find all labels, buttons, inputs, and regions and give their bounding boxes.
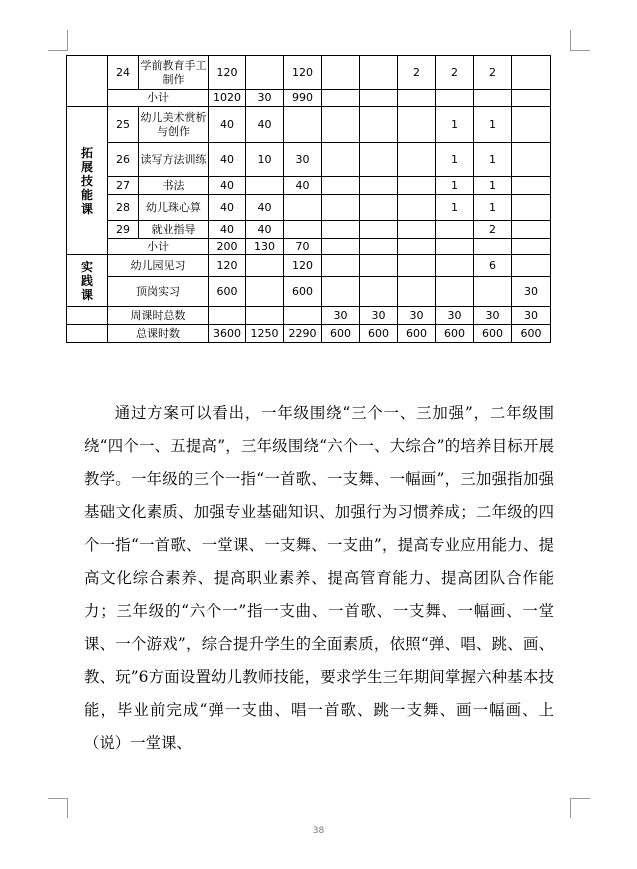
table-row bbox=[67, 221, 551, 239]
practice-hours: 120 bbox=[284, 255, 322, 277]
crop-mark-top-right-v bbox=[570, 30, 571, 51]
term-hours bbox=[436, 255, 474, 277]
table-row bbox=[67, 325, 551, 343]
practice-hours: 120 bbox=[284, 56, 322, 90]
course-name: 幼儿园见习 bbox=[108, 255, 209, 277]
term-hours: 30 bbox=[512, 307, 551, 325]
term-hours bbox=[398, 107, 436, 143]
term-hours bbox=[360, 177, 398, 195]
practice-hours bbox=[284, 195, 322, 221]
theory-hours bbox=[246, 255, 284, 277]
term-hours bbox=[512, 177, 551, 195]
practice-hours: 600 bbox=[284, 277, 322, 307]
practice-hours: 70 bbox=[284, 239, 322, 255]
theory-hours bbox=[246, 277, 284, 307]
table-row bbox=[67, 307, 551, 325]
term-hours: 600 bbox=[398, 325, 436, 343]
weekly-hours-label: 周课时总数 bbox=[108, 307, 209, 325]
term-hours bbox=[436, 221, 474, 239]
term-hours: 600 bbox=[360, 325, 398, 343]
term-hours bbox=[322, 195, 360, 221]
crop-mark-bottom-left-v bbox=[67, 798, 68, 818]
term-hours bbox=[360, 143, 398, 177]
course-name: 读写方法训练 bbox=[139, 143, 209, 177]
table-row bbox=[67, 107, 551, 143]
term-hours: 2 bbox=[436, 56, 474, 90]
term-hours bbox=[322, 221, 360, 239]
subtotal-label: 小计 bbox=[108, 239, 209, 255]
course-name: 就业指导 bbox=[139, 221, 209, 239]
table-row bbox=[67, 239, 551, 255]
term-hours bbox=[398, 177, 436, 195]
term-hours bbox=[322, 107, 360, 143]
course-number: 28 bbox=[108, 195, 139, 221]
table-row bbox=[67, 277, 551, 307]
term-hours bbox=[474, 277, 512, 307]
term-hours bbox=[360, 221, 398, 239]
term-hours: 30 bbox=[322, 307, 360, 325]
term-hours: 30 bbox=[360, 307, 398, 325]
term-hours bbox=[322, 277, 360, 307]
practice-hours bbox=[284, 221, 322, 239]
crop-mark-top-left-h bbox=[48, 50, 68, 51]
course-name: 顶岗实习 bbox=[108, 277, 209, 307]
term-hours bbox=[360, 195, 398, 221]
term-hours: 1 bbox=[474, 107, 512, 143]
theory-hours: 40 bbox=[246, 107, 284, 143]
theory-hours bbox=[246, 177, 284, 195]
total-hours-label: 总课时数 bbox=[108, 325, 209, 343]
total-hours: 120 bbox=[209, 255, 246, 277]
body-paragraph bbox=[84, 397, 554, 760]
term-hours bbox=[398, 277, 436, 307]
term-hours bbox=[398, 221, 436, 239]
table-row bbox=[67, 56, 551, 90]
term-hours bbox=[322, 255, 360, 277]
theory-hours: 40 bbox=[246, 195, 284, 221]
course-name: 幼儿珠心算 bbox=[139, 195, 209, 221]
table-row bbox=[67, 90, 551, 107]
term-hours: 600 bbox=[512, 325, 551, 343]
practice-hours: 2290 bbox=[284, 325, 322, 343]
term-hours: 1 bbox=[474, 143, 512, 177]
theory-hours bbox=[246, 56, 284, 90]
theory-hours: 40 bbox=[246, 221, 284, 239]
term-hours bbox=[398, 255, 436, 277]
category-expand-skills: 拓 展 技 能 课 bbox=[67, 107, 108, 255]
table-row bbox=[67, 255, 551, 277]
term-hours bbox=[512, 56, 551, 90]
theory-hours: 1250 bbox=[246, 325, 284, 343]
term-hours: 2 bbox=[474, 56, 512, 90]
term-hours bbox=[322, 143, 360, 177]
term-hours: 600 bbox=[474, 325, 512, 343]
term-hours bbox=[398, 143, 436, 177]
term-hours bbox=[398, 195, 436, 221]
term-hours: 600 bbox=[436, 325, 474, 343]
course-number: 27 bbox=[108, 177, 139, 195]
term-hours bbox=[322, 177, 360, 195]
term-hours: 1 bbox=[474, 195, 512, 221]
term-hours: 6 bbox=[474, 255, 512, 277]
category-cell bbox=[67, 56, 108, 107]
total-hours: 40 bbox=[209, 195, 246, 221]
practice-hours: 30 bbox=[284, 143, 322, 177]
term-hours: 1 bbox=[474, 177, 512, 195]
course-number: 26 bbox=[108, 143, 139, 177]
table-row bbox=[67, 143, 551, 177]
term-hours bbox=[360, 277, 398, 307]
term-hours: 1 bbox=[436, 143, 474, 177]
total-hours: 40 bbox=[209, 143, 246, 177]
table-row bbox=[67, 177, 551, 195]
term-hours: 30 bbox=[436, 307, 474, 325]
crop-mark-bottom-right-v bbox=[570, 798, 571, 818]
course-number: 29 bbox=[108, 221, 139, 239]
term-hours bbox=[512, 221, 551, 239]
term-hours: 1 bbox=[436, 195, 474, 221]
term-hours: 600 bbox=[322, 325, 360, 343]
theory-hours: 10 bbox=[246, 143, 284, 177]
term-hours bbox=[360, 107, 398, 143]
total-hours: 40 bbox=[209, 221, 246, 239]
term-hours bbox=[322, 56, 360, 90]
term-hours bbox=[512, 255, 551, 277]
table-row bbox=[67, 195, 551, 221]
total-hours: 120 bbox=[209, 56, 246, 90]
crop-mark-top-left-v bbox=[67, 30, 68, 51]
course-name: 学前教育手工制作 bbox=[139, 56, 209, 90]
term-hours: 2 bbox=[474, 221, 512, 239]
term-hours bbox=[512, 195, 551, 221]
term-hours bbox=[512, 143, 551, 177]
total-hours: 3600 bbox=[209, 325, 246, 343]
curriculum-table bbox=[66, 55, 551, 343]
total-hours: 1020 bbox=[209, 90, 246, 107]
total-hours: 600 bbox=[209, 277, 246, 307]
term-hours: 30 bbox=[474, 307, 512, 325]
term-hours: 1 bbox=[436, 177, 474, 195]
course-number: 24 bbox=[108, 56, 139, 90]
term-hours bbox=[360, 255, 398, 277]
course-name: 书法 bbox=[139, 177, 209, 195]
term-hours: 30 bbox=[512, 277, 551, 307]
course-number: 25 bbox=[108, 107, 139, 143]
practice-hours: 990 bbox=[284, 90, 322, 107]
term-hours bbox=[436, 277, 474, 307]
crop-mark-bottom-right-h bbox=[570, 798, 590, 799]
category-practice: 实 践 课 bbox=[67, 255, 108, 307]
term-hours: 1 bbox=[436, 107, 474, 143]
theory-hours: 30 bbox=[246, 90, 284, 107]
term-hours: 2 bbox=[398, 56, 436, 90]
page-number: 38 bbox=[312, 826, 325, 836]
term-hours bbox=[360, 56, 398, 90]
crop-mark-top-right-h bbox=[570, 50, 590, 51]
total-hours: 40 bbox=[209, 177, 246, 195]
total-hours: 40 bbox=[209, 107, 246, 143]
course-name: 幼儿美术赏析与创作 bbox=[139, 107, 209, 143]
term-hours: 30 bbox=[398, 307, 436, 325]
crop-mark-bottom-left-h bbox=[48, 798, 68, 799]
practice-hours: 40 bbox=[284, 177, 322, 195]
paragraph-text: 通过方案可以看出，一年级围绕“三个一、三加强”，二年级围绕“四个一、五提高”，三年级围绕“六个一、大综合”的培养目标开展教学。一年级的三个一指“一首歌、一支舞、一幅画”，三加强指加强基础文化素质、加强专业基础知识、加强行为习惯养成；二年级的四个一指“一首歌、一堂课、一支舞、一支曲”，提高专业应用能力、提高文化综合素养、提高职业素养、提高管育能力、提高团队合作能力；三年级的“六个一”指一支曲、一首歌、一支舞、一幅画、一堂课、一个游戏”，综合提升学生的全面素质，依照“弹、唱、跳、画、教、玩”6方面设置幼儿教师技能，要求学生三年期间掌握六种基本技能，毕业前完成“弹一支曲、唱一首歌、跳一支舞、画一幅画、上（说）一堂课、 bbox=[84, 404, 554, 752]
theory-hours: 130 bbox=[246, 239, 284, 255]
subtotal-label: 小计 bbox=[108, 90, 209, 107]
term-hours bbox=[512, 107, 551, 143]
total-hours: 200 bbox=[209, 239, 246, 255]
practice-hours bbox=[284, 107, 322, 143]
